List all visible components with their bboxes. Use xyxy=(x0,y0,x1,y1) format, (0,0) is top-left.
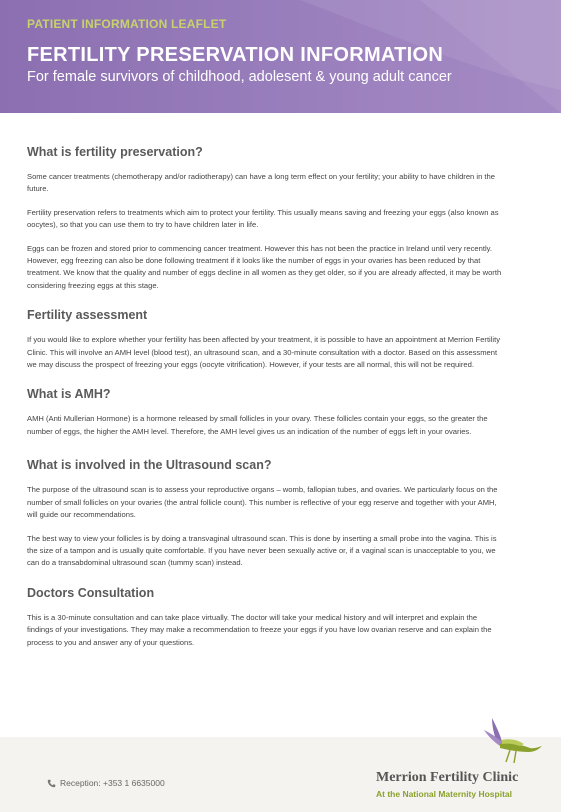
section-paragraph: The purpose of the ultrasound scan is to assess your reproductive organs – womb, fallopian tubes, and ovaries. We particularly focus on the number of small follicles on your ovaries (the antral follicle count). This number is reflective of your egg reserve and together with your AMH, will guide our recommendations. xyxy=(27,485,498,520)
section-paragraph: If you would like to explore whether your fertility has been affected by your treatment, it is possible to have an appointment at Merrion Fertility Clinic. This will involve an AMH level (blood test), an ultrasound scan, and a 30-minute consultation with a doctor. Based on this assessment we may discuss the prospect of freezing your eggs (oocyte vitrification). However, if your tests are all normal, this will not be required. xyxy=(27,335,501,370)
page-subtitle: For female survivors of childhood, adolesent & young adult cancer xyxy=(27,69,452,85)
section-doctors-consultation xyxy=(27,586,502,649)
section-paragraph: Eggs can be frozen and stored prior to commencing cancer treatment. However this has not been the practice in Ireland until very recently. However, egg freezing can also be done following treatment if it looks like the number of eggs in your ovaries has been reduced by that treatment. We know that the quality and number of eggs decline in all women as they get older, so if you are already affected, it may be worth considering freezing eggs at this stage. xyxy=(27,243,502,290)
crane-logo-icon xyxy=(480,716,544,766)
section-heading: Doctors Consultation xyxy=(27,585,155,600)
clinic-name: Merrion Fertility Clinic xyxy=(376,770,519,785)
section-heading: Fertility assessment xyxy=(27,308,148,323)
section-fertility-preservation xyxy=(27,145,502,292)
leaflet-kicker: PATIENT INFORMATION LEAFLET xyxy=(27,17,227,31)
reception-contact xyxy=(47,778,165,788)
clinic-subtitle: At the National Maternity Hospital xyxy=(376,789,513,799)
section-ultrasound-scan xyxy=(27,458,502,569)
section-paragraph: This is a 30-minute consultation and can take place virtually. The doctor will take your medical history and will interpret and explain the findings of your investigations. They may make a recommendation to freeze your eggs if you have low ovarian reserve and can explain the process to you and answer any of your questions. xyxy=(27,612,492,647)
section-paragraph: Fertility preservation refers to treatments which aim to protect your fertility. This usually means saving and freezing your eggs (also known as oocytes), so that you can use them to try to have children later in life. xyxy=(27,207,499,230)
section-paragraph: Some cancer treatments (chemotherapy and/or radiotherapy) can have a long term effect on your fertility; your ability to have children in the future. xyxy=(27,172,495,194)
leaflet-body xyxy=(27,145,502,665)
section-heading: What is AMH? xyxy=(27,387,111,402)
section-fertility-assessment xyxy=(27,308,502,371)
header-banner xyxy=(0,0,561,113)
section-paragraph: AMH (Anti Mullerian Hormone) is a hormone released by small follicles in your ovary. These follicles contain your eggs, so the greater the number of eggs, the higher the AMH level. Therefore, the AMH level gives us an indication of the number of eggs left in your ovaries. xyxy=(27,414,488,436)
phone-icon xyxy=(47,779,56,788)
reception-text: Reception: +353 1 6635000 xyxy=(60,778,165,788)
section-what-is-amh xyxy=(27,387,502,438)
section-heading: What is involved in the Ultrasound scan? xyxy=(27,458,272,473)
page-title: FERTILITY PRESERVATION INFORMATION xyxy=(27,44,444,66)
section-heading: What is fertility preservation? xyxy=(27,145,203,159)
section-paragraph: The best way to view your follicles is by doing a transvaginal ultrasound scan. This is done by inserting a small probe into the vagina. This is the size of a tampon and is usually quite comfortable. If you have never been sexually active or, if a vaginal scan is unacceptable to you, we can do a transabdominal ultrasound scan (tummy scan) instead. xyxy=(27,533,497,568)
